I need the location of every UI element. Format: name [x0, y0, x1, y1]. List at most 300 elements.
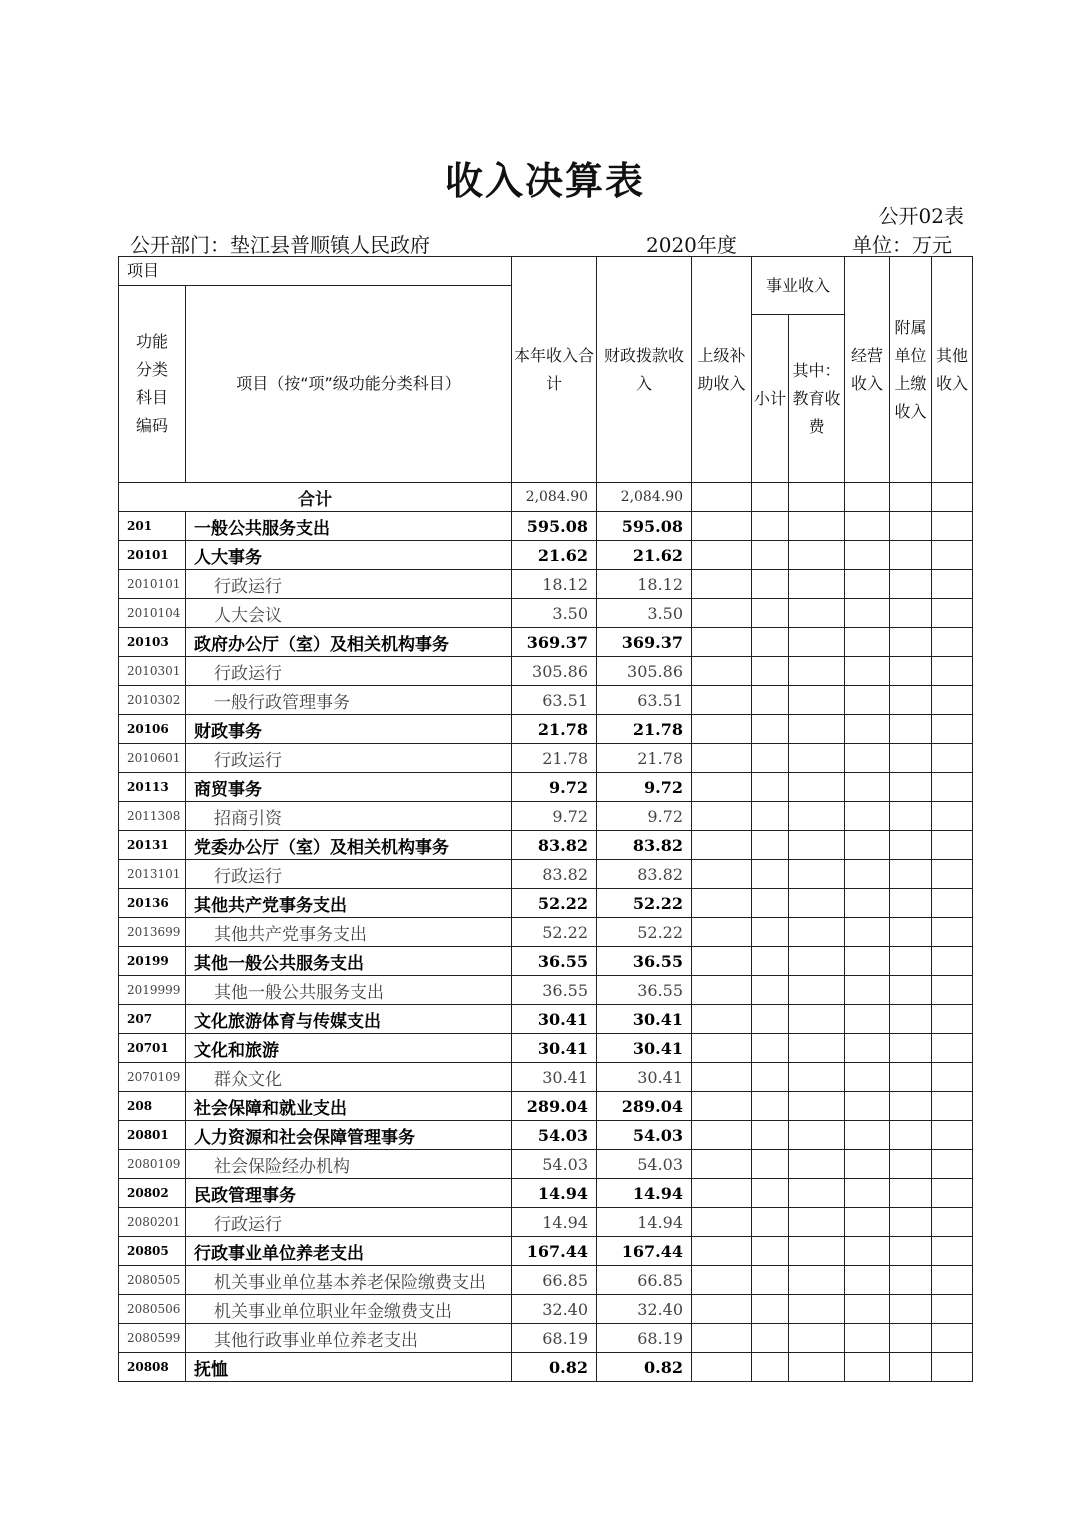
header-func-code: 功能分类科目编码: [119, 286, 186, 483]
row-total: 30.41: [512, 1063, 597, 1092]
page-title: 收入决算表: [444, 159, 645, 203]
empty-cell: [932, 976, 973, 1005]
row-total: 83.82: [512, 860, 597, 889]
row-name: 社会保障和就业支出: [186, 1092, 512, 1121]
row-total: 66.85: [512, 1266, 597, 1295]
empty-cell: [932, 657, 973, 686]
empty-cell: [845, 802, 890, 831]
table-row: [119, 831, 973, 860]
table-row: [119, 1150, 973, 1179]
row-name: 文化和旅游: [186, 1034, 512, 1063]
empty-cell: [692, 773, 752, 802]
empty-cell: [789, 1237, 845, 1266]
empty-cell: [890, 1092, 932, 1121]
empty-cell: [789, 599, 845, 628]
empty-cell: [890, 657, 932, 686]
header-edu-fee: 其中：教育收费: [789, 315, 845, 483]
table-row: [119, 541, 973, 570]
empty-cell: [752, 860, 789, 889]
empty-cell: [752, 512, 789, 541]
row-name: 行政运行: [186, 657, 512, 686]
empty-cell: [692, 1005, 752, 1034]
empty-cell: [932, 512, 973, 541]
empty-cell: [890, 1353, 932, 1382]
empty-cell: [890, 860, 932, 889]
row-total: 63.51: [512, 686, 597, 715]
empty-cell: [845, 512, 890, 541]
row-code: 2080201: [119, 1208, 186, 1237]
empty-cell: [932, 686, 973, 715]
row-fiscal: 68.19: [597, 1324, 692, 1353]
empty-cell: [752, 1150, 789, 1179]
empty-cell: [932, 889, 973, 918]
empty-cell: [692, 889, 752, 918]
row-code: 20802: [119, 1179, 186, 1208]
empty-cell: [752, 1208, 789, 1237]
row-total: 68.19: [512, 1324, 597, 1353]
empty-cell: [692, 657, 752, 686]
empty-cell: [890, 976, 932, 1005]
row-total: 9.72: [512, 773, 597, 802]
empty-cell: [845, 1150, 890, 1179]
row-code: 2019999: [119, 976, 186, 1005]
empty-cell: [845, 1324, 890, 1353]
empty-cell: [692, 1266, 752, 1295]
table-row: [119, 1063, 973, 1092]
empty-cell: [789, 1324, 845, 1353]
row-total: 83.82: [512, 831, 597, 860]
empty-cell: [692, 715, 752, 744]
empty-cell: [845, 1295, 890, 1324]
row-total: 54.03: [512, 1150, 597, 1179]
row-total: 167.44: [512, 1237, 597, 1266]
table-row: [119, 860, 973, 889]
empty-cell: [845, 686, 890, 715]
row-total: 0.82: [512, 1353, 597, 1382]
empty-cell: [932, 802, 973, 831]
row-code: 20805: [119, 1237, 186, 1266]
empty-cell: [789, 1295, 845, 1324]
empty-cell: [845, 628, 890, 657]
empty-cell: [752, 947, 789, 976]
row-name: 招商引资: [186, 802, 512, 831]
table-row: [119, 976, 973, 1005]
empty-cell: [752, 628, 789, 657]
row-name: 财政事务: [186, 715, 512, 744]
row-name: 抚恤: [186, 1353, 512, 1382]
empty-cell: [752, 541, 789, 570]
empty-cell: [789, 1034, 845, 1063]
empty-cell: [752, 1005, 789, 1034]
row-total: 14.94: [512, 1208, 597, 1237]
empty-cell: [789, 1179, 845, 1208]
empty-cell: [845, 1034, 890, 1063]
table-row: [119, 1324, 973, 1353]
empty-cell: [692, 1324, 752, 1353]
table-row: [119, 773, 973, 802]
empty-cell: [845, 947, 890, 976]
row-name: 其他一般公共服务支出: [186, 947, 512, 976]
row-code: 2080506: [119, 1295, 186, 1324]
row-code: 208: [119, 1092, 186, 1121]
empty-cell: [932, 541, 973, 570]
empty-cell: [890, 802, 932, 831]
row-code: 20101: [119, 541, 186, 570]
row-code: 2080599: [119, 1324, 186, 1353]
empty-cell: [692, 512, 752, 541]
empty-cell: [692, 1353, 752, 1382]
empty-cell: [752, 1092, 789, 1121]
empty-cell: [932, 773, 973, 802]
empty-cell: [752, 773, 789, 802]
empty-cell: [932, 1324, 973, 1353]
empty-cell: [789, 744, 845, 773]
row-name: 其他行政事业单位养老支出: [186, 1324, 512, 1353]
empty-cell: [845, 773, 890, 802]
row-code: 2013101: [119, 860, 186, 889]
empty-cell: [845, 715, 890, 744]
empty-cell: [789, 570, 845, 599]
empty-cell: [692, 860, 752, 889]
header-operating: 经营收入: [845, 257, 890, 483]
row-name: 其他一般公共服务支出: [186, 976, 512, 1005]
empty-cell: [752, 1295, 789, 1324]
empty-cell: [890, 1237, 932, 1266]
empty-cell: [789, 715, 845, 744]
row-name: 机关事业单位职业年金缴费支出: [186, 1295, 512, 1324]
row-fiscal: 0.82: [597, 1353, 692, 1382]
empty-cell: [932, 1121, 973, 1150]
empty-cell: [845, 541, 890, 570]
row-total: 21.62: [512, 541, 597, 570]
empty-cell: [752, 1179, 789, 1208]
empty-cell: [752, 1353, 789, 1382]
empty-cell: [890, 1150, 932, 1179]
table-row: [119, 1121, 973, 1150]
empty-cell: [890, 773, 932, 802]
empty-cell: [752, 570, 789, 599]
empty-cell: [692, 918, 752, 947]
empty-cell: [752, 831, 789, 860]
row-code: 20808: [119, 1353, 186, 1382]
row-code: 20801: [119, 1121, 186, 1150]
empty-cell: [890, 1266, 932, 1295]
empty-cell: [692, 802, 752, 831]
empty-cell: [752, 1034, 789, 1063]
empty-cell: [845, 1208, 890, 1237]
row-name: 民政管理事务: [186, 1179, 512, 1208]
empty-cell: [789, 1208, 845, 1237]
empty-cell: [752, 1324, 789, 1353]
empty-cell: [932, 860, 973, 889]
empty-cell: [789, 831, 845, 860]
row-total: 52.22: [512, 918, 597, 947]
row-code: 20106: [119, 715, 186, 744]
empty-cell: [890, 628, 932, 657]
income-report-table: [118, 256, 973, 1382]
row-total: 21.78: [512, 715, 597, 744]
row-total: 18.12: [512, 570, 597, 599]
empty-cell: [932, 1034, 973, 1063]
empty-cell: [692, 483, 752, 512]
empty-cell: [752, 483, 789, 512]
empty-cell: [692, 1063, 752, 1092]
empty-cell: [789, 976, 845, 1005]
empty-cell: [692, 1179, 752, 1208]
row-fiscal: 52.22: [597, 918, 692, 947]
empty-cell: [845, 483, 890, 512]
table-row: [119, 947, 973, 976]
row-fiscal: 36.55: [597, 947, 692, 976]
row-total: 21.78: [512, 744, 597, 773]
row-total: 30.41: [512, 1005, 597, 1034]
empty-cell: [845, 860, 890, 889]
table-row: [119, 1005, 973, 1034]
empty-cell: [845, 1266, 890, 1295]
header-fiscal: 财政拨款收入: [597, 257, 692, 483]
empty-cell: [932, 715, 973, 744]
row-code: 2010601: [119, 744, 186, 773]
row-name: 党委办公厅（室）及相关机构事务: [186, 831, 512, 860]
empty-cell: [789, 1150, 845, 1179]
empty-cell: [752, 976, 789, 1005]
row-name: 社会保险经办机构: [186, 1150, 512, 1179]
row-fiscal: 54.03: [597, 1121, 692, 1150]
unit-label: 单位：万元: [852, 233, 952, 257]
row-fiscal: 36.55: [597, 976, 692, 1005]
empty-cell: [752, 1063, 789, 1092]
row-fiscal: 30.41: [597, 1034, 692, 1063]
empty-cell: [890, 1005, 932, 1034]
table-row: [119, 918, 973, 947]
row-name: 人大会议: [186, 599, 512, 628]
header-item: 项目（按“项”级功能分类科目）: [186, 286, 512, 483]
empty-cell: [752, 1237, 789, 1266]
empty-cell: [692, 1034, 752, 1063]
table-row: [119, 889, 973, 918]
table-row: [119, 1266, 973, 1295]
total-fiscal: 2,084.90: [597, 483, 692, 512]
row-name: 行政运行: [186, 860, 512, 889]
row-name: 行政事业单位养老支出: [186, 1237, 512, 1266]
empty-cell: [845, 1121, 890, 1150]
row-name: 政府办公厅（室）及相关机构事务: [186, 628, 512, 657]
empty-cell: [890, 1179, 932, 1208]
empty-cell: [890, 512, 932, 541]
empty-cell: [692, 686, 752, 715]
empty-cell: [845, 976, 890, 1005]
row-total: 369.37: [512, 628, 597, 657]
row-total: 289.04: [512, 1092, 597, 1121]
empty-cell: [845, 570, 890, 599]
empty-cell: [845, 1353, 890, 1382]
row-code: 20131: [119, 831, 186, 860]
row-name: 一般公共服务支出: [186, 512, 512, 541]
row-fiscal: 21.62: [597, 541, 692, 570]
table-row: [119, 657, 973, 686]
empty-cell: [789, 918, 845, 947]
total-income: 2,084.90: [512, 483, 597, 512]
empty-cell: [845, 1179, 890, 1208]
empty-cell: [789, 628, 845, 657]
empty-cell: [890, 686, 932, 715]
empty-cell: [692, 1237, 752, 1266]
empty-cell: [845, 599, 890, 628]
row-fiscal: 369.37: [597, 628, 692, 657]
empty-cell: [890, 599, 932, 628]
row-total: 3.50: [512, 599, 597, 628]
table-row: [119, 686, 973, 715]
empty-cell: [932, 1353, 973, 1382]
row-code: 2010301: [119, 657, 186, 686]
table-row: [119, 1208, 973, 1237]
empty-cell: [932, 1150, 973, 1179]
row-fiscal: 167.44: [597, 1237, 692, 1266]
row-code: 2011308: [119, 802, 186, 831]
empty-cell: [845, 744, 890, 773]
empty-cell: [845, 1092, 890, 1121]
empty-cell: [890, 1063, 932, 1092]
row-total: 14.94: [512, 1179, 597, 1208]
row-code: 201: [119, 512, 186, 541]
empty-cell: [692, 1092, 752, 1121]
empty-cell: [845, 657, 890, 686]
empty-cell: [890, 744, 932, 773]
header-subtotal: 小计: [752, 315, 789, 483]
empty-cell: [692, 1150, 752, 1179]
empty-cell: [692, 628, 752, 657]
empty-cell: [789, 802, 845, 831]
empty-cell: [932, 1005, 973, 1034]
row-fiscal: 14.94: [597, 1208, 692, 1237]
row-code: 2013699: [119, 918, 186, 947]
row-name: 其他共产党事务支出: [186, 918, 512, 947]
empty-cell: [890, 831, 932, 860]
empty-cell: [932, 1295, 973, 1324]
header-superior-subsidy: 上级补助收入: [692, 257, 752, 483]
row-fiscal: 9.72: [597, 802, 692, 831]
empty-cell: [692, 599, 752, 628]
empty-cell: [890, 1034, 932, 1063]
empty-cell: [752, 686, 789, 715]
row-name: 人大事务: [186, 541, 512, 570]
empty-cell: [692, 976, 752, 1005]
empty-cell: [752, 918, 789, 947]
row-name: 行政运行: [186, 1208, 512, 1237]
row-code: 2010302: [119, 686, 186, 715]
table-row: [119, 1034, 973, 1063]
empty-cell: [890, 541, 932, 570]
empty-cell: [789, 512, 845, 541]
empty-cell: [932, 1063, 973, 1092]
empty-cell: [752, 715, 789, 744]
row-total: 52.22: [512, 889, 597, 918]
row-name: 一般行政管理事务: [186, 686, 512, 715]
row-total: 305.86: [512, 657, 597, 686]
empty-cell: [932, 1092, 973, 1121]
row-code: 20701: [119, 1034, 186, 1063]
row-code: 20113: [119, 773, 186, 802]
row-name: 文化旅游体育与传媒支出: [186, 1005, 512, 1034]
row-name: 机关事业单位基本养老保险缴费支出: [186, 1266, 512, 1295]
empty-cell: [692, 744, 752, 773]
empty-cell: [692, 947, 752, 976]
row-fiscal: 3.50: [597, 599, 692, 628]
form-number: 公开02表: [878, 204, 964, 228]
row-code: 20103: [119, 628, 186, 657]
row-fiscal: 52.22: [597, 889, 692, 918]
empty-cell: [932, 947, 973, 976]
empty-cell: [789, 889, 845, 918]
empty-cell: [789, 1005, 845, 1034]
empty-cell: [752, 1121, 789, 1150]
empty-cell: [752, 889, 789, 918]
row-code: 20199: [119, 947, 186, 976]
empty-cell: [890, 483, 932, 512]
row-code: 2080109: [119, 1150, 186, 1179]
empty-cell: [692, 1208, 752, 1237]
empty-cell: [932, 483, 973, 512]
empty-cell: [692, 570, 752, 599]
table-row: [119, 628, 973, 657]
empty-cell: [789, 1063, 845, 1092]
row-name: 行政运行: [186, 570, 512, 599]
empty-cell: [890, 947, 932, 976]
empty-cell: [789, 657, 845, 686]
row-code: 2070109: [119, 1063, 186, 1092]
table-row: [119, 599, 973, 628]
empty-cell: [932, 918, 973, 947]
empty-cell: [692, 1121, 752, 1150]
empty-cell: [789, 860, 845, 889]
empty-cell: [692, 1295, 752, 1324]
empty-cell: [845, 1063, 890, 1092]
empty-cell: [789, 1092, 845, 1121]
empty-cell: [789, 686, 845, 715]
total-row: [119, 483, 973, 512]
row-fiscal: 63.51: [597, 686, 692, 715]
empty-cell: [789, 947, 845, 976]
total-label: 合计: [119, 483, 512, 512]
header-business-income: 事业收入: [752, 257, 845, 315]
empty-cell: [845, 889, 890, 918]
row-total: 36.55: [512, 976, 597, 1005]
empty-cell: [890, 715, 932, 744]
row-fiscal: 9.72: [597, 773, 692, 802]
row-name: 商贸事务: [186, 773, 512, 802]
table-row: [119, 1092, 973, 1121]
row-total: 9.72: [512, 802, 597, 831]
row-code: 20136: [119, 889, 186, 918]
empty-cell: [789, 1266, 845, 1295]
department-label: 公开部门：垫江县普顺镇人民政府: [130, 233, 430, 257]
header-other: 其他收入: [932, 257, 973, 483]
row-fiscal: 83.82: [597, 831, 692, 860]
row-code: 2010104: [119, 599, 186, 628]
empty-cell: [692, 541, 752, 570]
row-code: 2010101: [119, 570, 186, 599]
table-row: [119, 1353, 973, 1382]
empty-cell: [932, 570, 973, 599]
table-row: [119, 1295, 973, 1324]
row-fiscal: 32.40: [597, 1295, 692, 1324]
row-total: 54.03: [512, 1121, 597, 1150]
empty-cell: [845, 1237, 890, 1266]
row-total: 595.08: [512, 512, 597, 541]
row-fiscal: 21.78: [597, 744, 692, 773]
empty-cell: [789, 541, 845, 570]
table-row: [119, 512, 973, 541]
